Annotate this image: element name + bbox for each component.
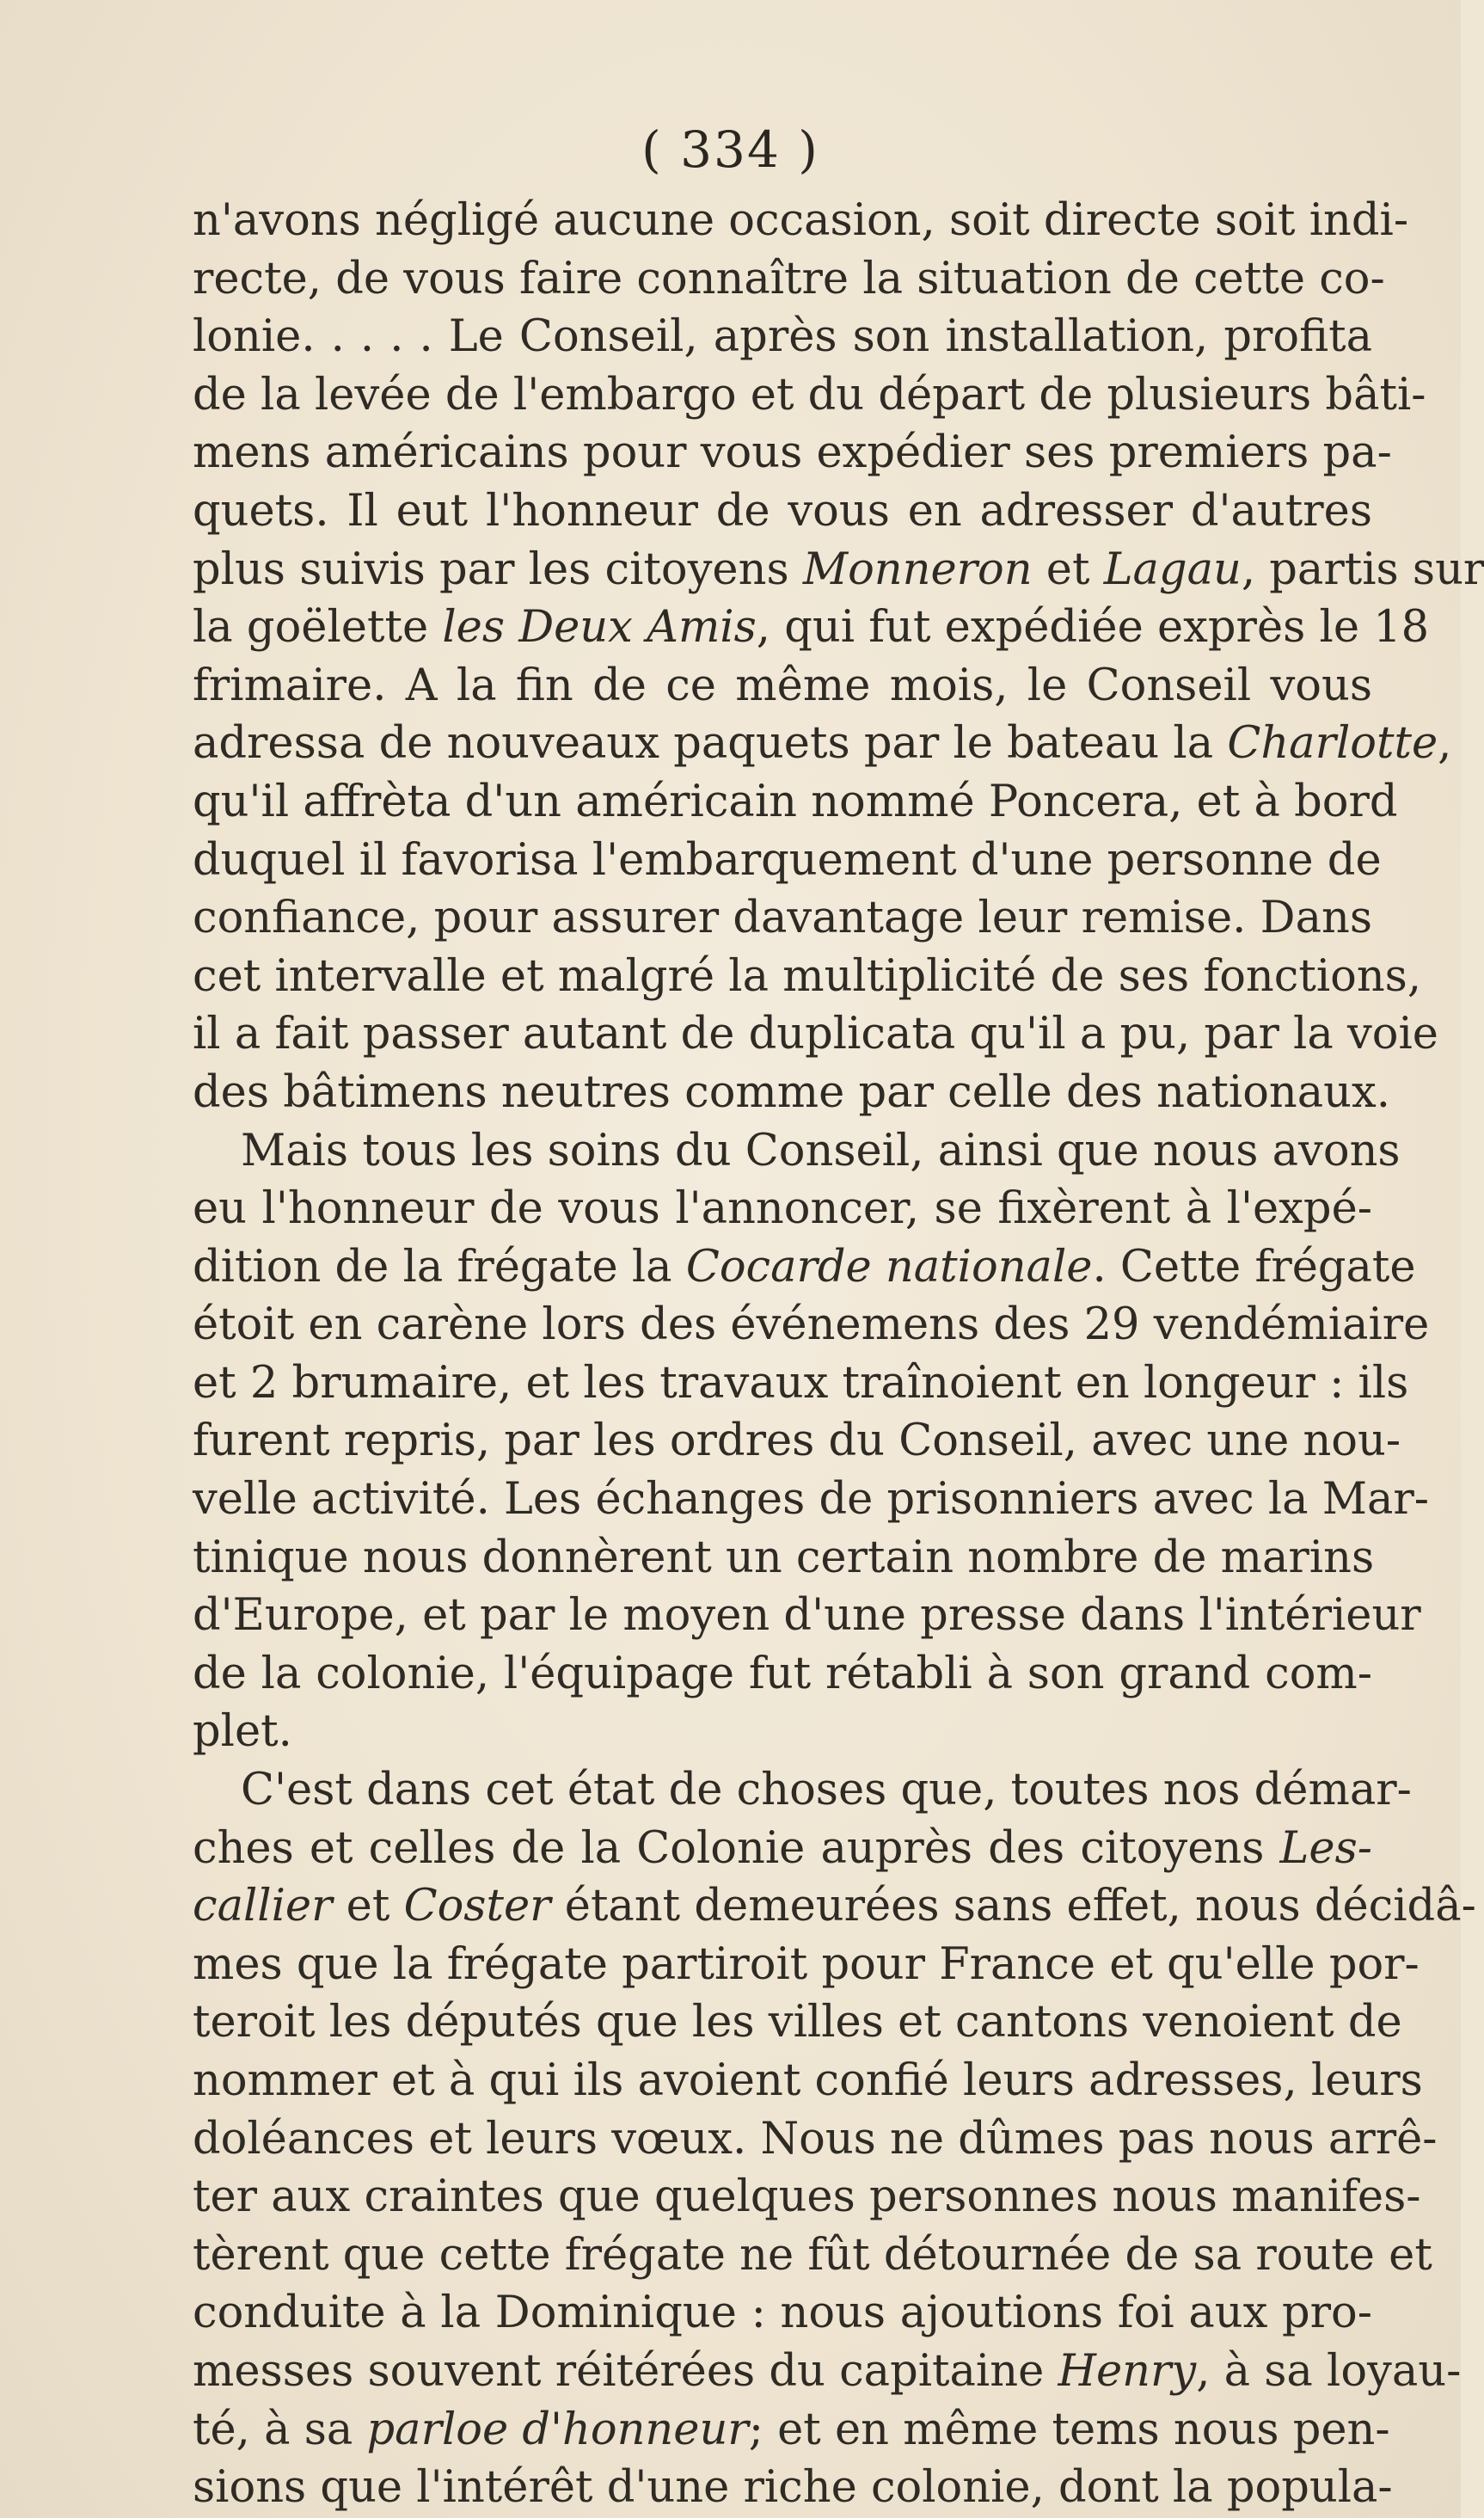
italic-text: Cocarde nationale xyxy=(685,1241,1093,1293)
text-segment: tinique nous donnèrent un certain nombre de marins xyxy=(193,1532,1375,1583)
text-segment: quets. Il eut l'honneur de vous en adresser d'autres xyxy=(193,485,1372,537)
text-line xyxy=(193,657,1372,715)
text-segment: étoit en carène lors des événemens des 29 vendémiaire xyxy=(193,1299,1430,1351)
text-line xyxy=(193,2459,1393,2517)
text-segment: lonie. . . . . Le Conseil, après son installation, profita xyxy=(193,311,1372,363)
text-line xyxy=(193,1761,1412,1820)
text-line xyxy=(193,1993,1402,2052)
text-line xyxy=(193,1238,1416,1297)
italic-text: Charlotte xyxy=(1227,718,1438,770)
text-line xyxy=(193,1471,1430,1529)
text-segment: et xyxy=(1032,544,1104,595)
text-segment: dition de la frégate la xyxy=(193,1241,686,1293)
text-line xyxy=(193,1064,1390,1122)
text-segment: velle activité. Les échanges de prisonniers avec la Mar- xyxy=(193,1474,1430,1526)
text-segment: C'est dans cet état de choses que, toutes nos démar- xyxy=(241,1765,1412,1816)
text-segment: sions que l'intérêt d'une riche colonie, dont la popula- xyxy=(193,2462,1393,2514)
italic-text: callier xyxy=(193,1881,333,1932)
text-segment: et xyxy=(332,1881,404,1932)
italic-text: Henry xyxy=(1058,2345,1197,2397)
text-line xyxy=(193,715,1452,773)
text-line xyxy=(193,1412,1401,1471)
text-segment: nommer et à qui ils avoient confié leurs adresses, leurs xyxy=(193,2055,1423,2106)
text-segment: ches et celles de la Colonie auprès des citoyens xyxy=(193,1822,1280,1874)
text-line xyxy=(193,482,1372,541)
text-line xyxy=(193,2343,1462,2401)
text-segment: tèrent que cette frégate ne fût détournée de sa route et xyxy=(193,2229,1432,2281)
text-line xyxy=(193,948,1422,1006)
text-segment: recte, de vous faire connaître la situation de cette co- xyxy=(193,253,1385,304)
italic-text: Les- xyxy=(1279,1822,1372,1874)
text-line xyxy=(193,1122,1401,1181)
text-segment: doléances et leurs vœux. Nous ne dûmes pas nous arrê- xyxy=(193,2113,1438,2165)
text-line xyxy=(193,2110,1438,2169)
text-line xyxy=(193,1296,1430,1354)
text-line xyxy=(193,2052,1423,2110)
text-line xyxy=(193,1645,1372,1704)
text-segment: plet. xyxy=(193,1706,292,1758)
text-segment: Mais tous les soins du Conseil, ainsi que nous avons xyxy=(241,1125,1401,1176)
text-line xyxy=(193,308,1372,366)
text-line xyxy=(193,1703,1372,1761)
text-line xyxy=(193,424,1392,482)
italic-text: parloe d'honneur xyxy=(366,2404,749,2455)
text-line xyxy=(193,2401,1390,2460)
body-text xyxy=(193,192,1484,2517)
text-line xyxy=(193,889,1372,948)
italic-text: Monneron xyxy=(802,544,1033,595)
text-line xyxy=(193,366,1426,425)
text-segment: furent repris, par les ordres du Conseil, avec une nou- xyxy=(193,1416,1401,1467)
text-segment: conduite à la Dominique : nous ajoutions foi aux pro- xyxy=(193,2288,1372,2339)
text-segment: mens américains pour vous expédier ses premiers pa- xyxy=(193,427,1392,479)
text-segment: il a fait passer autant de duplicata qu'il a pu, par la voie xyxy=(193,1009,1438,1060)
text-segment: ter aux craintes que quelques personnes nous manifes- xyxy=(193,2171,1421,2223)
text-line xyxy=(193,1587,1421,1645)
text-segment: adressa de nouveaux paquets par le bateau la xyxy=(193,718,1228,770)
text-line xyxy=(193,192,1409,250)
text-segment: , xyxy=(1438,718,1452,770)
page-number: ( 334 ) xyxy=(641,120,819,179)
text-line xyxy=(193,1820,1372,1878)
text-segment: , qui fut expédiée exprès le 18 xyxy=(756,602,1430,654)
text-segment: confiance, pour assurer davantage leur remise. Dans xyxy=(193,893,1372,944)
text-line xyxy=(193,2226,1432,2285)
text-segment: frimaire. A la fin de ce même mois, le Conseil vous xyxy=(193,660,1372,711)
text-segment: eu l'honneur de vous l'annoncer, se fixèrent à l'expé- xyxy=(193,1183,1372,1235)
text-line xyxy=(193,1180,1372,1238)
text-segment: messes souvent réitérées du capitaine xyxy=(193,2345,1058,2397)
text-segment: et 2 brumaire, et les travaux traînoient en longeur : ils xyxy=(193,1357,1409,1409)
text-segment: d'Europe, et par le moyen d'une presse dans l'intérieur xyxy=(193,1590,1421,1642)
text-line xyxy=(193,2168,1421,2226)
text-segment: la goëlette xyxy=(193,602,443,654)
text-segment: de la levée de l'embargo et du départ de plusieurs bâti- xyxy=(193,369,1426,421)
text-segment: mes que la frégate partiroit pour France et qu'elle por- xyxy=(193,1938,1420,1990)
text-line xyxy=(193,1005,1438,1064)
italic-text: Lagau xyxy=(1103,544,1242,595)
text-segment: cet intervalle et malgré la multiplicité de ses fonctions, xyxy=(193,950,1422,1002)
text-line xyxy=(193,832,1382,890)
text-segment: té, à sa xyxy=(193,2404,367,2455)
italic-text: Coster xyxy=(403,1881,551,1932)
text-line xyxy=(193,1936,1420,1994)
text-line xyxy=(193,1877,1476,1936)
text-segment: étant demeurées sans effet, nous décidâ- xyxy=(550,1881,1476,1932)
text-segment: plus suivis par les citoyens xyxy=(193,544,803,595)
text-segment: des bâtimens neutres comme par celle des nationaux. xyxy=(193,1066,1390,1118)
text-segment: qu'il affrèta d'un américain nommé Poncera, et à bord xyxy=(193,776,1398,827)
text-line xyxy=(193,1529,1375,1588)
italic-text: les Deux Amis xyxy=(442,602,757,654)
text-segment: teroit les députés que les villes et cantons venoient de xyxy=(193,1997,1402,2048)
text-line xyxy=(193,773,1398,832)
text-segment: , à sa loyau- xyxy=(1196,2345,1462,2397)
text-segment: n'avons négligé aucune occasion, soit directe soit indi- xyxy=(193,195,1409,246)
text-segment: de la colonie, l'équipage fut rétabli à son grand com- xyxy=(193,1648,1372,1699)
text-line xyxy=(193,599,1430,657)
text-line xyxy=(193,2284,1372,2343)
text-segment: . Cette frégate xyxy=(1092,1241,1416,1293)
text-line xyxy=(193,250,1385,309)
text-segment: duquel il favorisa l'embarquement d'une personne de xyxy=(193,834,1382,886)
text-line xyxy=(193,541,1484,599)
text-line xyxy=(193,1354,1409,1413)
text-segment: , partis sur xyxy=(1241,544,1484,595)
text-segment: ; et en même tems nous pen- xyxy=(748,2404,1390,2455)
